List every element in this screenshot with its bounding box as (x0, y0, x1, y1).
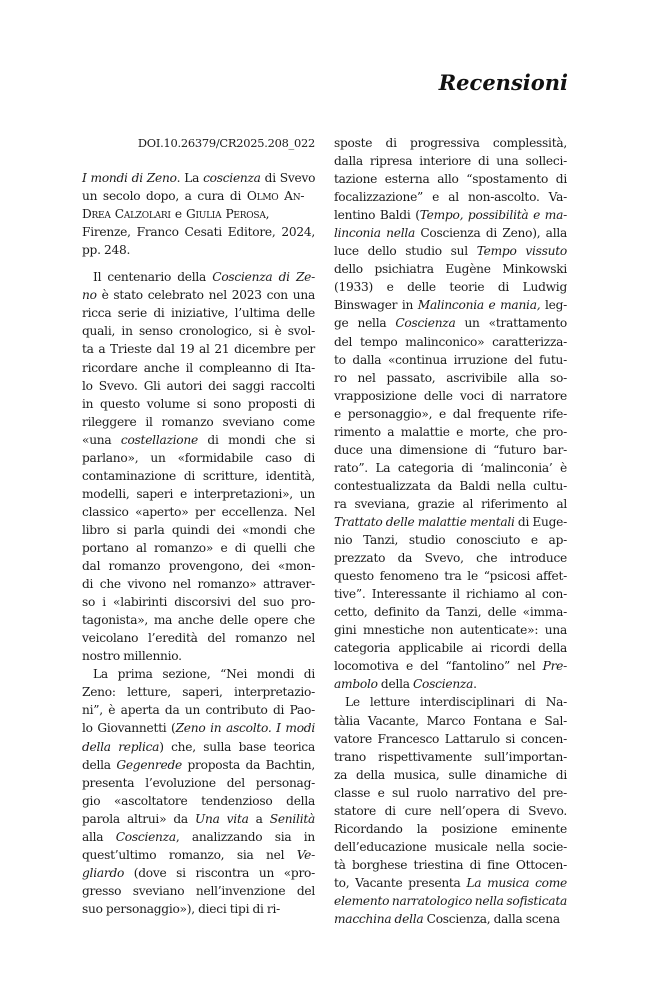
text-line: pp. 248. (82, 243, 131, 258)
text-line: ge nella Coscienza un «trattamento (334, 316, 567, 331)
text-line: vrapposizione delle voci di narratore (334, 388, 567, 403)
text-line: rato”. La categoria di ‘malinconia’ è (334, 460, 567, 475)
text-line: lo Giovannetti (Zeno in ascolto. I modi (82, 721, 315, 736)
text-line: Le letture interdisciplinari di Na- (345, 695, 567, 710)
text-line: Zeno: letture, saperi, interpretazio- (82, 685, 315, 700)
text-line: Il centenario della Coscienza di Ze- (93, 270, 315, 285)
text-line: un secolo dopo, a cura di Olmo An- (82, 189, 305, 204)
text-line: gini mnestiche non autenticate»: una (334, 623, 567, 638)
text-line: questo fenomeno tra le “psicosi affet- (334, 569, 567, 584)
text-line: classe e sul ruolo narrativo del pre- (334, 785, 567, 800)
text-line: gio «ascoltatore tendenzioso della (82, 793, 315, 808)
text-line: nostro millennio. (82, 649, 182, 664)
text-line: Binswager in Malinconia e mania, leg- (334, 298, 568, 313)
text-line: cetto, definito da Tanzi, delle «imma- (334, 605, 567, 620)
paragraph-1 (82, 268, 315, 665)
text-line: gresso sveviano nell’invenzione del (82, 883, 315, 898)
text-line: della replica) che, sulla base teorica (82, 739, 316, 754)
text-line: statore di cure nell’opera di Svevo. (334, 803, 567, 818)
text-line: contestualizzata da Baldi nella cultu- (334, 478, 567, 493)
text-line: tà borghese triestina di fine Ottocen- (334, 857, 567, 872)
text-line: za della musica, sulle dinamiche di (334, 767, 567, 782)
text-line: tazione esterna allo “spostamento di (334, 172, 567, 187)
text-line: ni”, è aperta da un contributo di Pao- (82, 703, 315, 718)
paragraph-2 (82, 665, 315, 918)
text-line: modelli, saperi e interpretazioni», un (82, 486, 315, 501)
text-line: dello psichiatra Eugène Minkowski (334, 262, 567, 277)
text-line: gliardo (dove si riscontra un «pro- (82, 865, 316, 880)
text-line: Drea Calzolari e Giulia Perosa, (82, 207, 270, 222)
text-line: ro nel passato, ascrivibile alla so- (334, 370, 567, 385)
text-line: trano rispettivamente sull’importan- (334, 749, 567, 764)
text-line: (1933) e delle teorie di Ludwig (334, 280, 567, 295)
text-line: rimento a malattie e morte, che pro- (334, 424, 567, 439)
text-line: focalizzazione” e al non-ascolto. Va- (334, 190, 567, 205)
text-line: e personaggio», e dal frequente rife- (334, 406, 567, 421)
text-line: lo Svevo. Gli autori dei saggi raccolti (82, 378, 315, 393)
text-line: quali, in senso cronologico, si è svol- (82, 324, 315, 339)
text-line: duce una dimensione di “futuro bar- (334, 442, 567, 457)
text-line: dalla ripresa interiore di una solleci- (334, 154, 567, 169)
text-line: in questo volume si sono proposti di (82, 396, 315, 411)
text-line: dell’educazione musicale nella socie- (334, 839, 567, 854)
text-line: Firenze, Franco Cesati Editore, 2024, (82, 225, 315, 240)
text-line: no è stato celebrato nel 2023 con una (82, 288, 315, 303)
text-line: ra sveviana, grazie al riferimento al (334, 496, 567, 511)
paragraph-continuation (334, 134, 567, 693)
text-line: di che vivono nel romanzo» attraver- (82, 577, 315, 592)
text-line: linconia nella Coscienza di Zeno), alla (334, 226, 568, 241)
text-line: to, Vacante presenta La musica come (334, 875, 567, 890)
text-line: luce dello studio sul Tempo vissuto (334, 244, 568, 259)
text-line: vatore Francesco Lattarulo si concen- (334, 731, 567, 746)
text-line: categoria applicabile ai ricordi della (334, 641, 567, 656)
text-line: parlano», un «formidabile caso di (82, 450, 315, 465)
text-line: presenta l’evoluzione del personag- (82, 775, 315, 790)
text-line: macchina della Coscienza, dalla scena (334, 912, 560, 927)
text-line: contaminazione di scritture, identità, (82, 468, 315, 483)
text-line: portano al romanzo» e di quelli che (82, 540, 315, 555)
text-line: del tempo malinconico» caratterizza- (334, 334, 567, 349)
text-line: ta a Trieste dal 19 al 21 dicembre per (82, 342, 315, 357)
text-line: classico «aperto» per eccellenza. Nel (82, 504, 315, 519)
text-line: locomotiva e del “fantolino” nel Pre- (334, 659, 567, 674)
text-line: rileggere il romanzo sveviano come (82, 414, 315, 429)
text-line: I mondi di Zeno. La coscienza di Svevo (82, 171, 316, 186)
text-line: prezzato da Svevo, che introduce (334, 551, 567, 566)
text-line: tàlia Vacante, Marco Fontana e Sal- (334, 713, 567, 728)
text-line: to dalla «continua irruzione del futu- (334, 352, 567, 367)
text-line: suo personaggio»), dieci tipi di ri- (82, 901, 280, 916)
text-line: dal romanzo provengono, dei «mon- (82, 559, 315, 574)
text-line: sposte di progressiva complessità, (334, 136, 567, 150)
text-line: della Gegenrede proposta da Bachtin, (82, 757, 316, 772)
text-line: ricca serie di iniziative, l’ultima delle (82, 306, 315, 321)
text-line: La prima sezione, “Nei mondi di (93, 667, 315, 682)
text-line: lentino Baldi (Tempo, possibilità e ma- (334, 208, 567, 223)
text-line: ricordare anche il compleanno di Ita- (82, 360, 315, 375)
text-line: libro si parla quindi dei «mondi che (82, 522, 315, 537)
text-line: so i «labirinti discorsivi del suo pro- (82, 595, 315, 610)
text-line: «una costellazione di mondi che si (82, 432, 315, 447)
paragraph-3 (334, 693, 567, 928)
text-line: Trattato delle malattie mentali di Euge- (334, 514, 567, 529)
text-line: alla Coscienza, analizzando sia in (82, 829, 316, 844)
right-column (334, 134, 567, 928)
text-line: tagonista», ma anche delle opere che (82, 613, 315, 628)
text-line: nio Tanzi, studio conosciuto e ap- (334, 533, 567, 548)
text-line: quest’ultimo romanzo, sia nel Ve- (82, 847, 315, 862)
left-column (82, 134, 315, 918)
doi-reference: DOI.10.26379/CR2025.208_022 (137, 136, 315, 150)
text-line: elemento narratologico nella sofisticata (334, 893, 567, 908)
text-line: veicolano l’eredità del romanzo nel (82, 631, 315, 646)
bibliographic-entry (82, 169, 315, 259)
text-line: ambolo della Coscienza. (334, 677, 477, 692)
text-line: tive”. Interessante il richiamo al con- (334, 587, 567, 602)
text-line: Ricordando la posizione eminente (334, 821, 567, 836)
text-line: parola altrui» da Una vita a Senilità (82, 811, 316, 826)
section-title: Recensioni (438, 70, 568, 95)
